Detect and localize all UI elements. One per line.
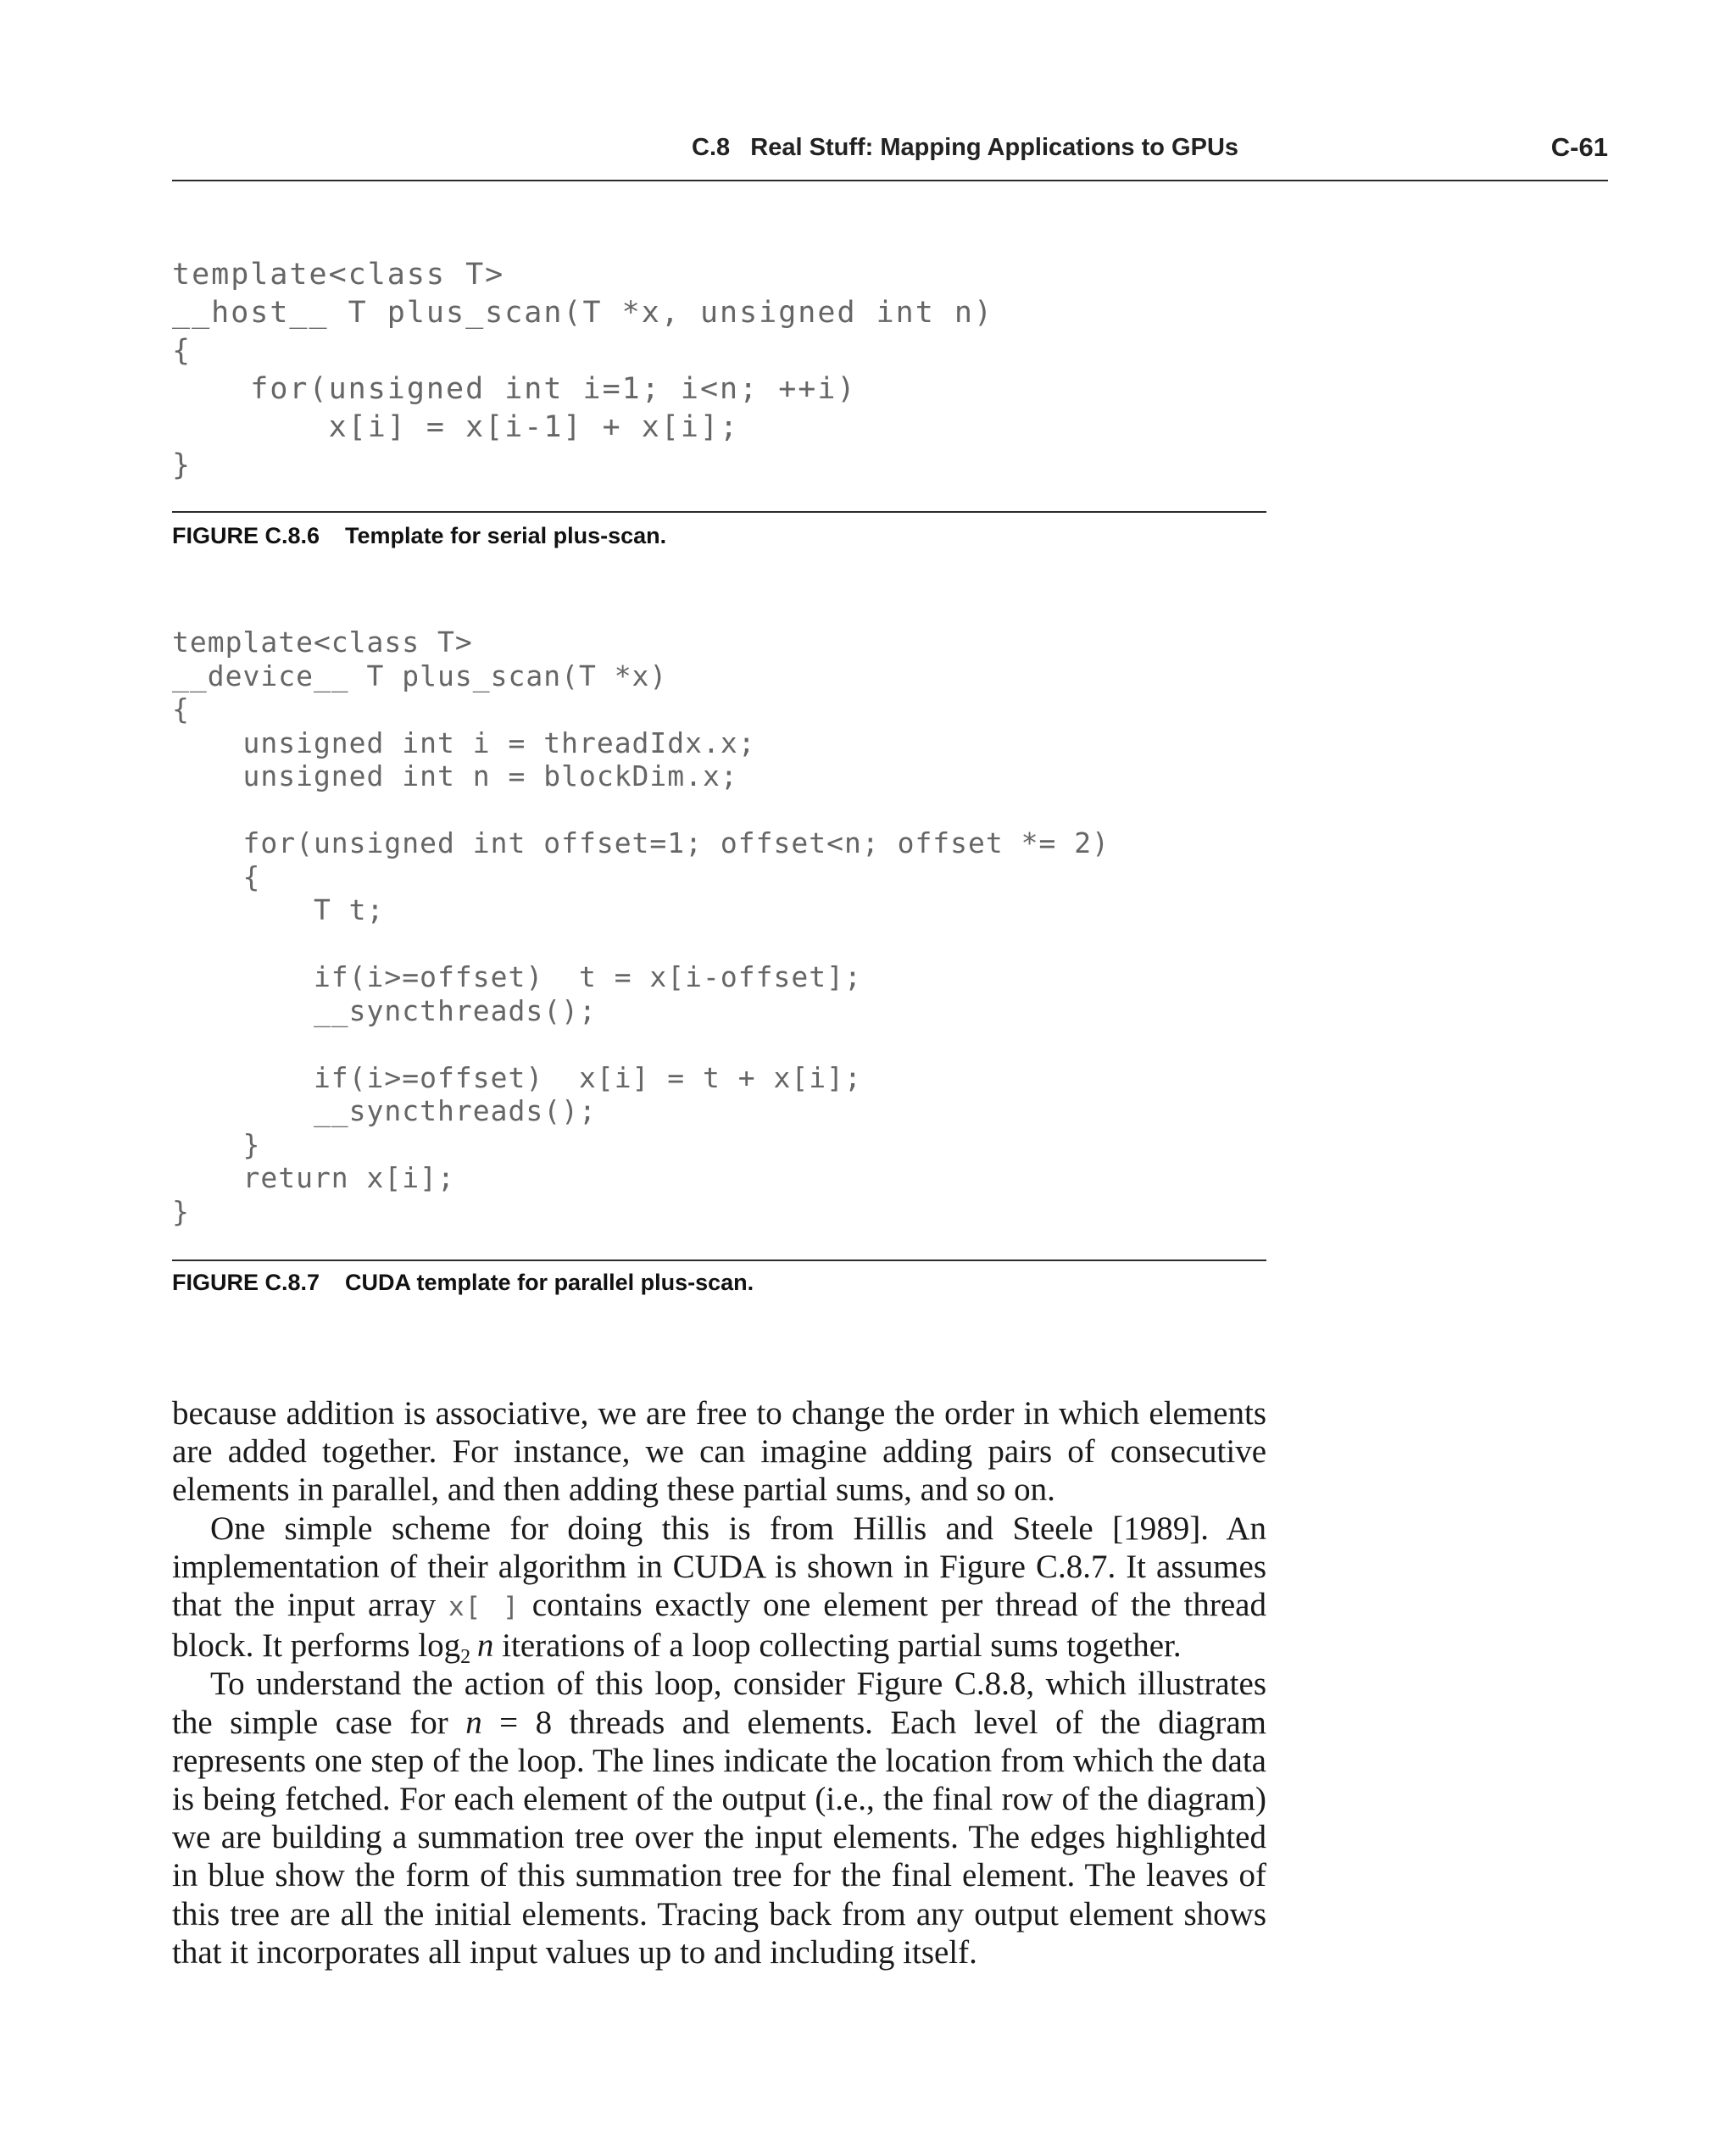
figure-rule <box>172 511 1266 513</box>
text-run: iterations of a loop collecting partial sums together. <box>493 1627 1182 1665</box>
running-header <box>172 127 1608 181</box>
figure-caption-c87 <box>172 1270 754 1296</box>
serial-plus-scan-code: template<class T> __host__ T plus_scan(T *x, unsigned int n) { for(unsigned int i=1; i<n; ++i) x[i] = x[i-1] + x[i]; } <box>172 258 994 482</box>
paragraph <box>172 1510 1266 1669</box>
math-variable: n <box>476 1627 494 1665</box>
figure-caption-c86 <box>172 523 666 549</box>
text-run: = 8 threads and elements. Each level of the diagram represents one step of the loop. The lines indicate the location from which the data is being fetched. For each element of the output (i.e., the final row of the diagram) we are building a summation tree over the input elements. The edges highlighted in blue show the form of this summation tree for the final element. The leaves of this tree are all the initial elements. Tracing back from any output element shows that it incorporates all input values up to and including itself. <box>172 1704 1266 1971</box>
body-text <box>172 1394 1266 1971</box>
log-base-subscript: 2 <box>460 1646 471 1669</box>
parallel-plus-scan-code: template<class T> __device__ T plus_scan(T *x) { unsigned int i = threadIdx.x; unsigned int n = blockDim.x; for(unsigned int offset=1; offset<n; offset *= 2) { T t; if(i>=offset) t = x[i-offset]; __syncthreads(); if(i>=offset) x[i] = t + x[i]; __syncthreads(); } return x[i]; } <box>172 626 1110 1228</box>
figure-caption-text: CUDA template for parallel plus-scan. <box>345 1270 754 1295</box>
math-variable: n <box>465 1704 482 1741</box>
text-run: To understand the action of this loop, consider Figure C.8.8, which illustrates the simple case for <box>172 1666 1266 1741</box>
figure-rule <box>172 1260 1266 1261</box>
figure-number: FIGURE C.8.6 <box>172 523 320 548</box>
text-run: contains exactly one element per thread of the thread block. It performs log <box>172 1587 1266 1665</box>
figure-caption-text: Template for serial plus-scan. <box>345 523 667 548</box>
inline-code: x[ ] <box>448 1592 520 1623</box>
figure-number: FIGURE C.8.7 <box>172 1270 320 1295</box>
paragraph <box>172 1665 1266 1971</box>
section-title: C.8 Real Stuff: Mapping Applications to GPUs <box>692 134 1239 161</box>
page-number: C-61 <box>1550 132 1608 162</box>
text-run: One simple scheme for doing this is from Hillis and Steele [1989]. An implementation of their algorithm in CUDA is shown in Figure C.8.7. It assumes that the input array <box>172 1510 1266 1624</box>
paragraph: because addition is associative, we are free to change the order in which elements are added together. For instance, we can imagine adding pairs of consecutive elements in parallel, and then adding these partial sums, and so on. <box>172 1395 1266 1509</box>
